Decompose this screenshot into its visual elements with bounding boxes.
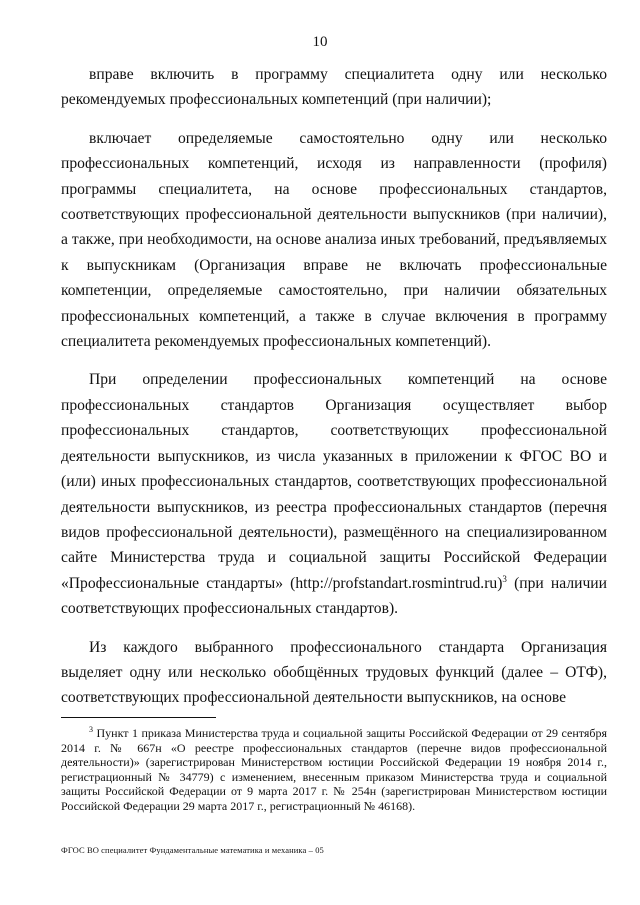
footnote-number: 3 xyxy=(89,725,93,734)
page-footer: ФГОС ВО специалитет Фундаментальные математика и механика – 05 xyxy=(61,845,324,855)
footnote xyxy=(61,726,607,814)
body-text xyxy=(61,62,607,711)
footnote-text: Пункт 1 приказа Министерства труда и социальной защиты Российской Федерации от 29 сентября 2014 г. № 667н «О реестре профессиональных стандартов (перечне видов профессиональной деятельности)» (зарегистрирован Министерством юстиции Российской Федерации 19 ноября 2014 г., регистрационный № 34779) с изменением, внесенным приказом Министерства труда и социальной защиты Российской Федерации от 9 марта 2017 г. № 254н (зарегистрирован Министерством юстиции Российской Федерации 29 марта 2017 г., регистрационный № 46168). xyxy=(61,726,607,813)
paragraph-2: включает определяемые самостоятельно одну или несколько профессиональных компетенций, исходя из направленности (профиля) программы специалитета, на основе профессиональных стандартов, соответствующих профессиональной деятельности выпускников (при наличии), а также, при необходимости, на основе анализа иных требований, предъявляемых к выпускникам (Организация вправе не включать профессиональные компетенции, определяемые самостоятельно, при наличии обязательных профессиональных компетенций, а также в случае включения в программу специалитета рекомендуемых профессиональных компетенций). xyxy=(61,129,607,351)
paragraph-3 xyxy=(61,367,607,621)
paragraph-4: Из каждого выбранного профессионального стандарта Организация выделяет одну или несколько обобщённых трудовых функций (далее – ОТФ), соответствующих профессиональной деятельности выпускников, на основе xyxy=(61,638,607,707)
footnote-separator xyxy=(61,717,216,718)
footnote-reference: 3 xyxy=(502,573,507,584)
paragraph-3-text-before: При определении профессиональных компетенций на основе профессиональных стандартов Организация осуществляет выбор профессиональных стандартов, соответствующих профессиональной деятельности выпускников, из числа указанных в приложении к ФГОС ВО и (или) иных профессиональных стандартов, соответствующих профессиональной деятельности выпускников, из реестра профессиональных стандартов (перечня видов профессиональной деятельности), размещённого на специализированном сайте Министерства труда и социальной защиты Российской Федерации «Профессиональные стандарты» (http://profstandart.rosmintrud.ru) xyxy=(61,371,607,592)
page-number: 10 xyxy=(312,34,328,50)
paragraph-1: вправе включить в программу специалитета одну или несколько рекомендуемых профессиональных компетенций (при наличии); xyxy=(61,66,607,109)
paragraph-3-text-after: (при наличии соответствующих профессиональных стандартов). xyxy=(61,574,607,618)
